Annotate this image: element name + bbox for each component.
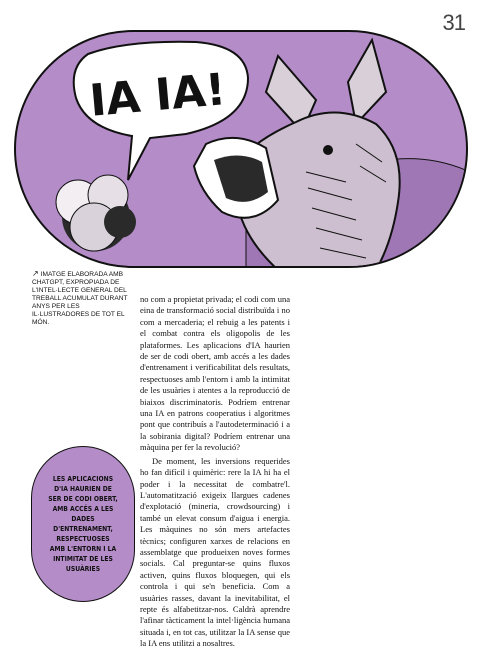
image-caption [32,270,134,327]
article-body [140,294,290,650]
illustration-panel [14,30,468,268]
pull-quote [31,446,135,602]
arrow-up-right-icon: ↗ [32,269,39,278]
body-paragraph: no com a propietat privada; el codi com una eina de transformació social distribuïda i no com a mercaderia; el rebuig a les patents i el combat contra els oligopolis de les plataformes. Les aplicacions d'IA haurien de ser de codi obert, amb accés a les dades d'entrenament i verificabilitat dels resultats, respectuoses amb l'entorn i amb la intimitat de les usuàries i atentes a la reproducció de biaixos discriminatoris. Podríem entrenar una IA en patrons cooperatius i algoritmes pont que contribuís a l'autodeterminació i a la sobirania digital? Podríem entrenar una màquina per fer la revolució? [140,294,290,453]
pull-quote-text: LES APLICACIONS D'IA HAURIEN DE SER DE CODI OBERT, AMB ACCÉS A LES DADES D'ENTRENAMENT, RESPECTUOSES AMB L'ENTORN I LA INTIMITAT DE LES USUÀRIES [48,474,118,573]
bush-shape [56,175,136,251]
donkey-eye [323,145,333,155]
donkey-ear-right [348,40,386,124]
body-paragraph: De moment, les inversions requerides ho fan difícil i quimèric: rere la IA hi ha el poder i la necessitat de combatre'l. L'automatització exigeix llargues cadenes d'explotació (mineria, crowdsourcing) i també un elevat consum d'aigua i energia. Les màquines no són mers artefactes tècnics; configuren xarxes de relacions en assemblatge que produeixen noves formes socials. Cal preguntar-se quins fluxos activen, quins fluxos bloquegen, qui els controla i qui se'n beneficia. Com a usuàries rasses, davant la inevitabilitat, el repte és alfabetitzar-nos. Caldrà aprendre l'afinar tàcticament la intel·ligència humana situada i, en tot cas, utilitzar la IA sense que la IA ens utilitzi a nosaltres. [140,455,290,649]
page-number: 31 [442,10,465,35]
donkey-illustration [16,32,468,268]
speech-text: IA IA! [87,64,228,127]
caption-text: IMATGE ELABORADA AMB CHATGPT, EXPROPIADA DE L'INTEL·LECTE GENERAL DEL TREBALL ACUMULAT DURANT ANYS PER LES IL·LUSTRADORES DE TOT EL MÓN. [32,271,128,326]
